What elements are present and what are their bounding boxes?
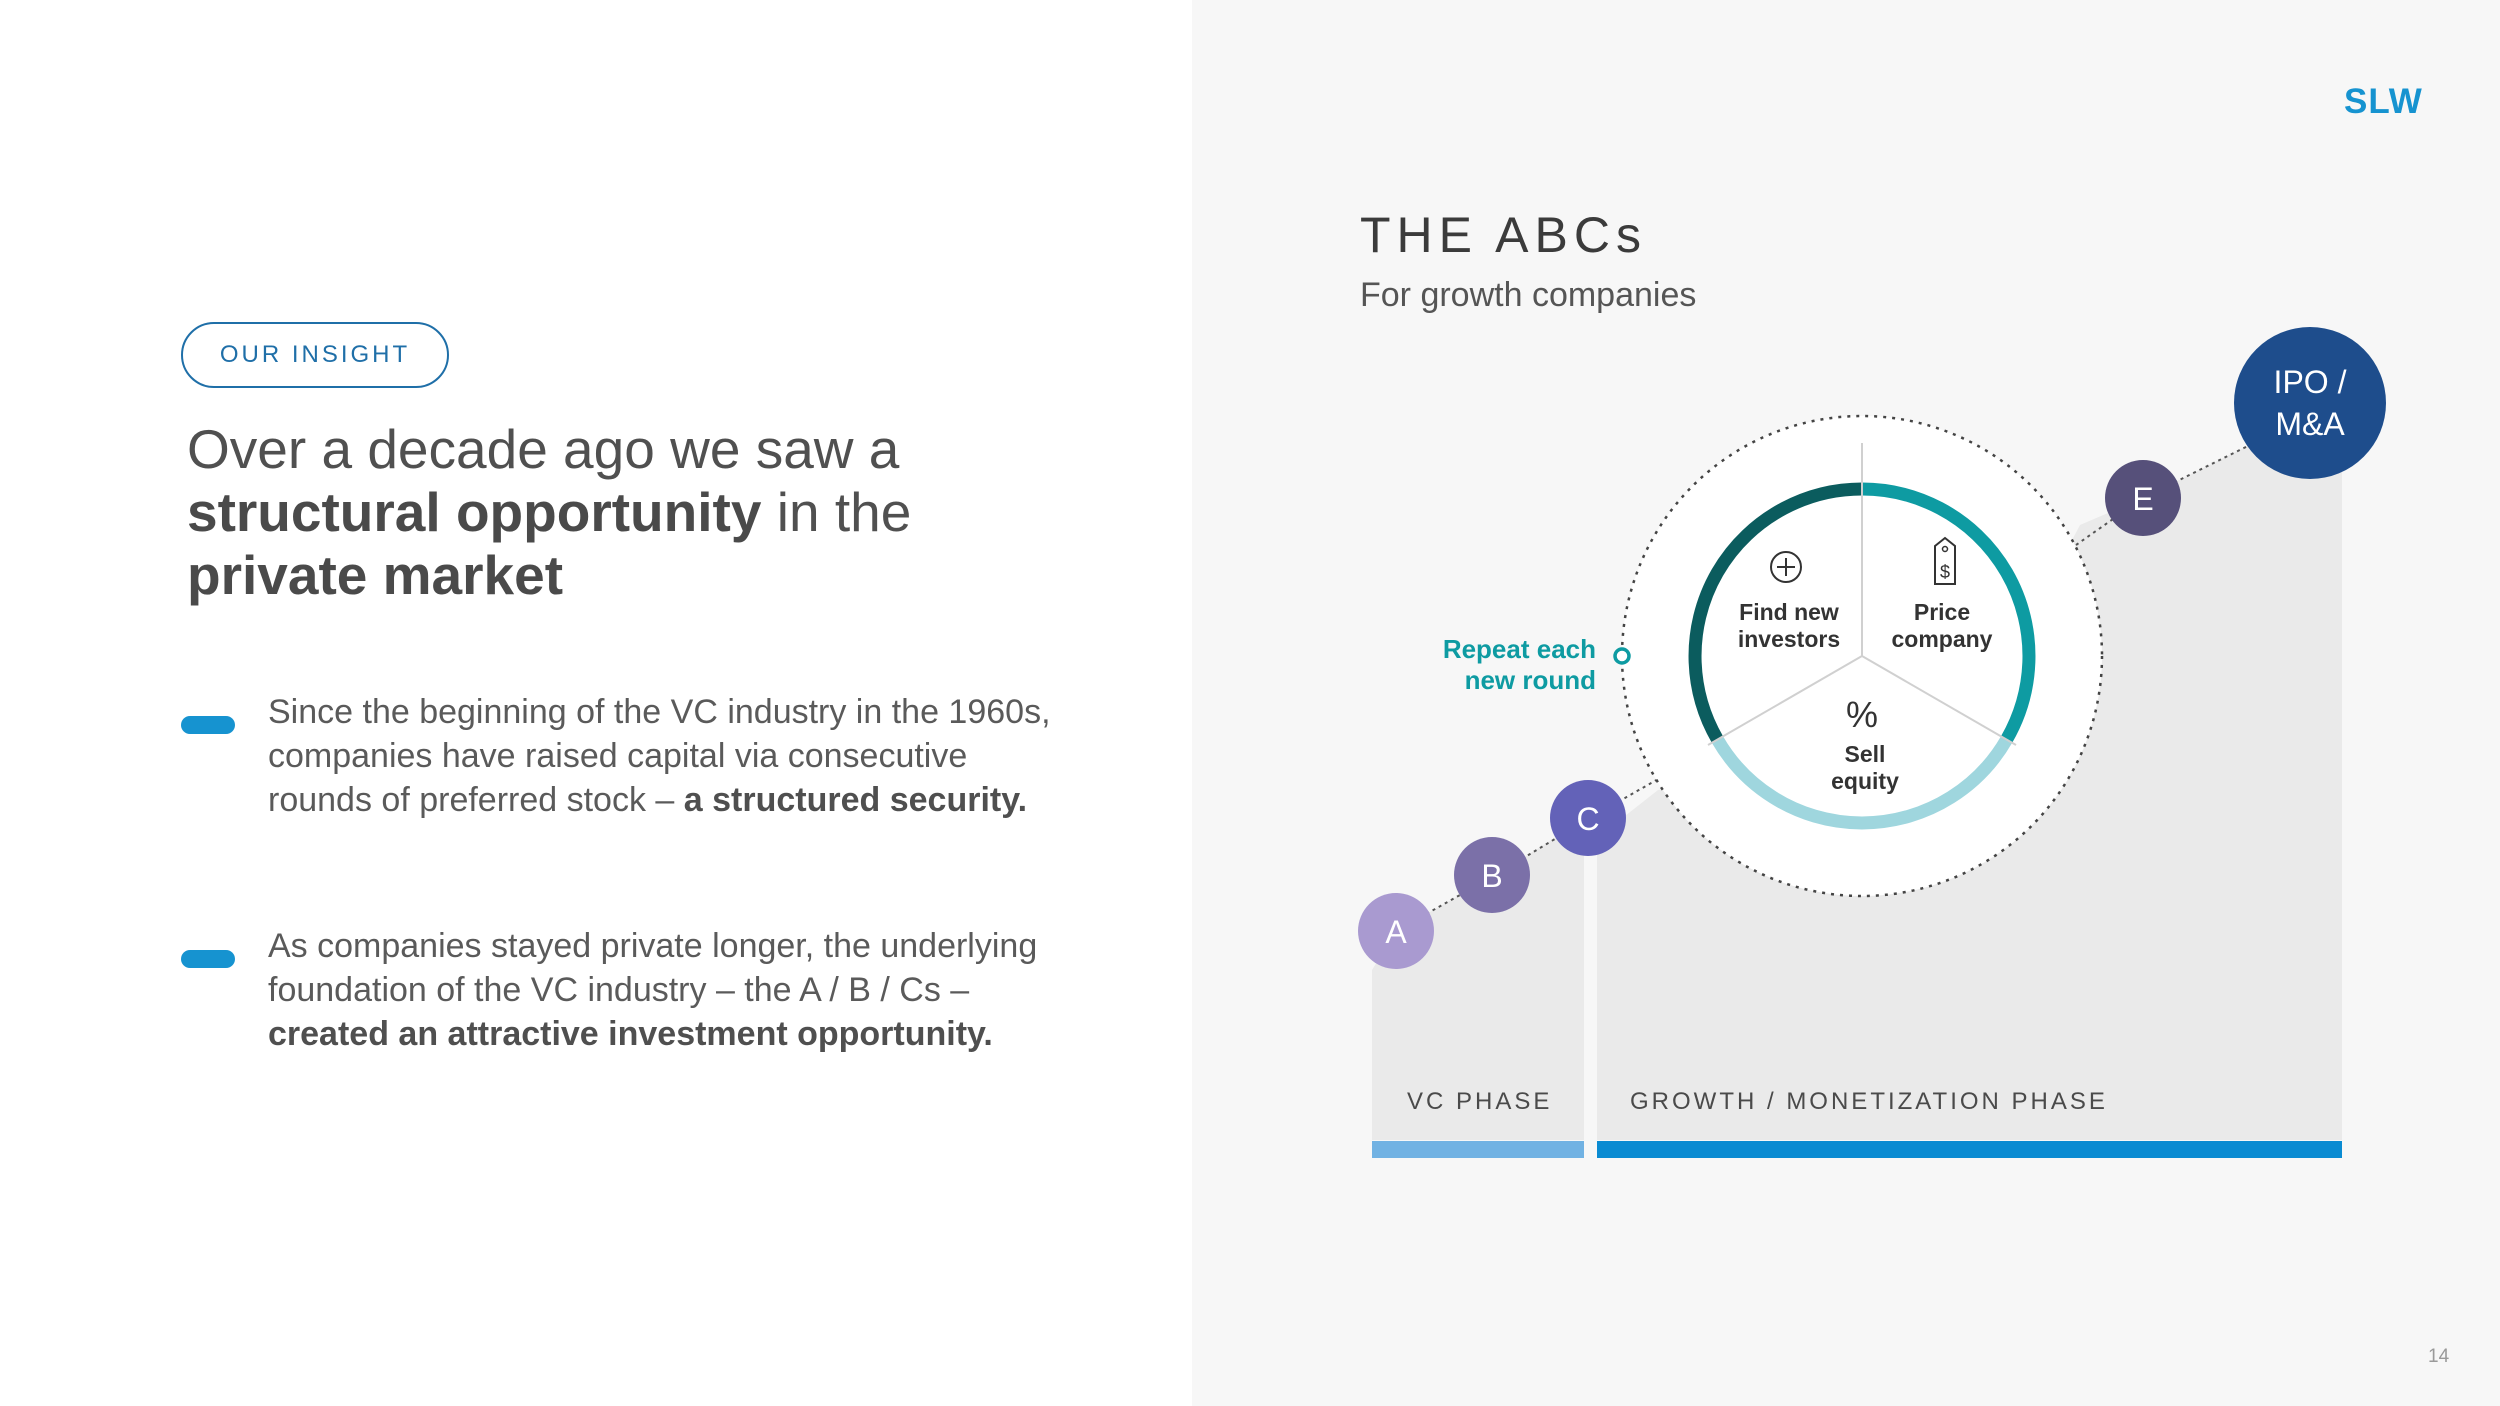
headline-bold2: private market (187, 544, 564, 606)
sell-label-1: Sell (1844, 741, 1886, 767)
bullet-emphasis: created an attractive investment opportunity. (268, 1015, 993, 1053)
exit-circle (2234, 327, 2386, 479)
growth-phase-bar (1597, 1141, 2342, 1158)
find-label-1: Find new (1739, 599, 1839, 625)
round-b-label: B (1481, 858, 1503, 894)
diagram-title: THE ABCs (1360, 207, 1647, 263)
round-a-label: A (1385, 914, 1407, 950)
price-label-1: Price (1913, 599, 1971, 625)
svg-text:$: $ (1939, 562, 1951, 582)
page-number: 14 (2428, 1346, 2450, 1367)
diagram-subtitle: For growth companies (1360, 276, 1697, 314)
bullet-body: As companies stayed private longer, the underlying foundation of the VC industry – the A / B / Cs – (268, 927, 1038, 1009)
price-label-2: company (1891, 626, 1993, 652)
exit-label-2: M&A (2275, 406, 2345, 442)
sell-label-2: equity (1831, 768, 1899, 794)
headline-bold1: structural opportunity (187, 481, 762, 543)
headline-line1: Over a decade ago we saw a (187, 418, 900, 480)
round-c-label: C (1576, 801, 1600, 837)
repeat-label-1: Repeat each (1442, 634, 1596, 664)
growth-phase-label: GROWTH / MONETIZATION PHASE (1630, 1088, 2108, 1115)
exit-label-1: IPO / (2273, 364, 2347, 400)
insight-badge: OUR INSIGHT (181, 322, 449, 388)
vc-phase-label: VC PHASE (1407, 1088, 1553, 1115)
find-label-2: investors (1737, 626, 1841, 652)
percent-icon: % (1845, 694, 1879, 735)
round-e-label: E (2132, 481, 2154, 517)
vc-phase-bar (1372, 1141, 1584, 1158)
repeat-marker (1615, 649, 1629, 663)
repeat-label-2: new round (1464, 665, 1596, 695)
headline-rest1: in the (761, 481, 912, 543)
bullet-emphasis: a structured security. (683, 781, 1028, 819)
bullet-body: Since the beginning of the VC industry in the 1960s, companies have raised capital via consecutive rounds of preferred stock – (268, 693, 1051, 819)
slw-logo: SLW (2344, 82, 2423, 121)
